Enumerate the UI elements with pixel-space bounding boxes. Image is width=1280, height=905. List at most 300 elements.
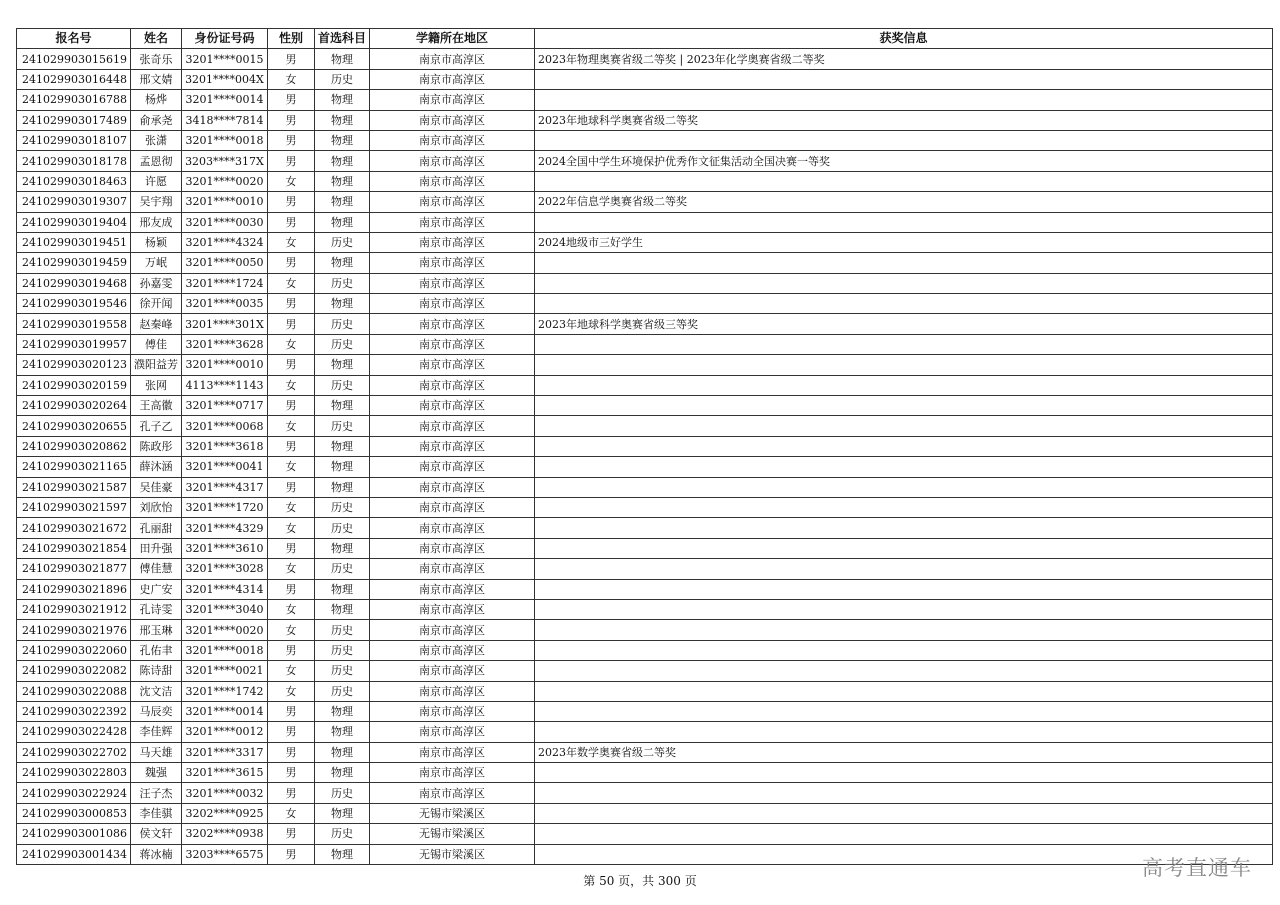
cell-gender: 男	[267, 538, 314, 558]
table-row	[17, 701, 1273, 721]
cell-id-number: 3201****0020	[181, 171, 267, 191]
cell-award-info	[535, 477, 1273, 497]
cell-school-region: 南京市高淳区	[370, 416, 535, 436]
cell-school-region: 南京市高淳区	[370, 783, 535, 803]
cell-first-subject: 历史	[314, 661, 369, 681]
header-school-region: 学籍所在地区	[370, 29, 535, 49]
table-row	[17, 396, 1273, 416]
cell-name: 田升强	[130, 538, 181, 558]
cell-first-subject: 历史	[314, 232, 369, 252]
cell-first-subject: 物理	[314, 130, 369, 150]
cell-registration-number: 241029903019957	[17, 334, 131, 354]
table-row	[17, 722, 1273, 742]
cell-school-region: 南京市高淳区	[370, 355, 535, 375]
cell-gender: 男	[267, 130, 314, 150]
cell-registration-number: 241029903020123	[17, 355, 131, 375]
cell-id-number: 3203****317X	[181, 151, 267, 171]
cell-name: 孔佑聿	[130, 640, 181, 660]
cell-id-number: 3201****0021	[181, 661, 267, 681]
cell-id-number: 3201****4324	[181, 232, 267, 252]
cell-name: 孔丽甜	[130, 518, 181, 538]
cell-award-info	[535, 620, 1273, 640]
cell-registration-number: 241029903021877	[17, 559, 131, 579]
cell-registration-number: 241029903022392	[17, 701, 131, 721]
cell-award-info: 2023年物理奥赛省级二等奖 | 2023年化学奥赛省级二等奖	[535, 49, 1273, 69]
cell-gender: 男	[267, 824, 314, 844]
cell-school-region: 南京市高淳区	[370, 294, 535, 314]
cell-registration-number: 241029903022088	[17, 681, 131, 701]
cell-gender: 男	[267, 436, 314, 456]
cell-name: 魏强	[130, 763, 181, 783]
cell-school-region: 南京市高淳区	[370, 273, 535, 293]
table-row	[17, 273, 1273, 293]
cell-first-subject: 物理	[314, 599, 369, 619]
cell-school-region: 南京市高淳区	[370, 742, 535, 762]
cell-gender: 男	[267, 783, 314, 803]
cell-registration-number: 241029903018107	[17, 130, 131, 150]
cell-school-region: 南京市高淳区	[370, 620, 535, 640]
cell-registration-number: 241029903016788	[17, 90, 131, 110]
table-row	[17, 436, 1273, 456]
cell-registration-number: 241029903019558	[17, 314, 131, 334]
cell-award-info	[535, 579, 1273, 599]
cell-gender: 男	[267, 253, 314, 273]
cell-school-region: 南京市高淳区	[370, 69, 535, 89]
cell-id-number: 3201****0717	[181, 396, 267, 416]
cell-award-info	[535, 334, 1273, 354]
cell-id-number: 3203****6575	[181, 844, 267, 864]
cell-name: 杨烨	[130, 90, 181, 110]
cell-gender: 男	[267, 110, 314, 130]
cell-first-subject: 物理	[314, 90, 369, 110]
table-row	[17, 334, 1273, 354]
cell-registration-number: 241029903001434	[17, 844, 131, 864]
cell-gender: 男	[267, 640, 314, 660]
cell-gender: 女	[267, 803, 314, 823]
cell-id-number: 3201****0032	[181, 783, 267, 803]
cell-registration-number: 241029903017489	[17, 110, 131, 130]
table-row	[17, 355, 1273, 375]
cell-gender: 男	[267, 314, 314, 334]
table-row	[17, 803, 1273, 823]
cell-first-subject: 物理	[314, 803, 369, 823]
cell-id-number: 3201****1724	[181, 273, 267, 293]
cell-name: 吴宇翔	[130, 192, 181, 212]
table-row	[17, 314, 1273, 334]
cell-school-region: 南京市高淳区	[370, 681, 535, 701]
cell-id-number: 3201****0015	[181, 49, 267, 69]
cell-first-subject: 历史	[314, 559, 369, 579]
cell-school-region: 南京市高淳区	[370, 212, 535, 232]
cell-name: 张网	[130, 375, 181, 395]
cell-registration-number: 241029903021976	[17, 620, 131, 640]
cell-registration-number: 241029903022924	[17, 783, 131, 803]
cell-award-info	[535, 375, 1273, 395]
table-row	[17, 477, 1273, 497]
cell-name: 张潇	[130, 130, 181, 150]
cell-id-number: 3201****4317	[181, 477, 267, 497]
cell-name: 邢友成	[130, 212, 181, 232]
cell-award-info: 2024地级市三好学生	[535, 232, 1273, 252]
cell-registration-number: 241029903018178	[17, 151, 131, 171]
cell-name: 赵秦峰	[130, 314, 181, 334]
cell-award-info: 2023年地球科学奥赛省级三等奖	[535, 314, 1273, 334]
cell-name: 侯文轩	[130, 824, 181, 844]
cell-gender: 男	[267, 844, 314, 864]
cell-registration-number: 241029903022428	[17, 722, 131, 742]
cell-school-region: 南京市高淳区	[370, 151, 535, 171]
cell-id-number: 3201****0030	[181, 212, 267, 232]
cell-first-subject: 物理	[314, 151, 369, 171]
cell-school-region: 南京市高淳区	[370, 640, 535, 660]
cell-gender: 女	[267, 171, 314, 191]
cell-award-info	[535, 436, 1273, 456]
cell-first-subject: 物理	[314, 844, 369, 864]
cell-gender: 女	[267, 69, 314, 89]
cell-award-info	[535, 681, 1273, 701]
cell-registration-number: 241029903022082	[17, 661, 131, 681]
cell-name: 邢玉琳	[130, 620, 181, 640]
cell-gender: 男	[267, 477, 314, 497]
table-row	[17, 681, 1273, 701]
admission-list-table	[16, 28, 1273, 865]
cell-first-subject: 物理	[314, 579, 369, 599]
cell-registration-number: 241029903021672	[17, 518, 131, 538]
table-row	[17, 212, 1273, 232]
cell-id-number: 3201****0035	[181, 294, 267, 314]
cell-id-number: 3201****301X	[181, 314, 267, 334]
cell-first-subject: 历史	[314, 620, 369, 640]
cell-id-number: 4113****1143	[181, 375, 267, 395]
table-row	[17, 538, 1273, 558]
cell-registration-number: 241029903015619	[17, 49, 131, 69]
watermark-text: 高考直通车	[1142, 856, 1252, 880]
cell-gender: 女	[267, 518, 314, 538]
cell-school-region: 南京市高淳区	[370, 497, 535, 517]
cell-school-region: 南京市高淳区	[370, 579, 535, 599]
cell-first-subject: 历史	[314, 375, 369, 395]
cell-school-region: 南京市高淳区	[370, 599, 535, 619]
cell-school-region: 南京市高淳区	[370, 722, 535, 742]
cell-award-info	[535, 559, 1273, 579]
cell-first-subject: 物理	[314, 192, 369, 212]
cell-gender: 男	[267, 49, 314, 69]
cell-school-region: 南京市高淳区	[370, 49, 535, 69]
page-number: 第 50 页，共 300 页	[583, 874, 697, 888]
cell-id-number: 3201****004X	[181, 69, 267, 89]
cell-gender: 女	[267, 681, 314, 701]
cell-award-info: 2023年地球科学奥赛省级二等奖	[535, 110, 1273, 130]
cell-id-number: 3201****0014	[181, 90, 267, 110]
table-row	[17, 783, 1273, 803]
cell-award-info	[535, 701, 1273, 721]
table-row	[17, 742, 1273, 762]
cell-id-number: 3201****0010	[181, 355, 267, 375]
cell-first-subject: 历史	[314, 69, 369, 89]
cell-school-region: 南京市高淳区	[370, 661, 535, 681]
cell-name: 杨颖	[130, 232, 181, 252]
cell-first-subject: 物理	[314, 212, 369, 232]
cell-school-region: 无锡市梁溪区	[370, 824, 535, 844]
cell-first-subject: 物理	[314, 477, 369, 497]
table-row	[17, 294, 1273, 314]
cell-id-number: 3201****3615	[181, 763, 267, 783]
cell-gender: 女	[267, 497, 314, 517]
cell-name: 沈文洁	[130, 681, 181, 701]
cell-id-number: 3201****3040	[181, 599, 267, 619]
cell-id-number: 3201****4314	[181, 579, 267, 599]
cell-gender: 男	[267, 192, 314, 212]
cell-id-number: 3201****0010	[181, 192, 267, 212]
table-row	[17, 375, 1273, 395]
cell-registration-number: 241029903020862	[17, 436, 131, 456]
cell-school-region: 无锡市梁溪区	[370, 803, 535, 823]
cell-school-region: 南京市高淳区	[370, 701, 535, 721]
cell-registration-number: 241029903001086	[17, 824, 131, 844]
cell-award-info	[535, 171, 1273, 191]
cell-first-subject: 历史	[314, 783, 369, 803]
cell-id-number: 3202****0938	[181, 824, 267, 844]
cell-id-number: 3201****3610	[181, 538, 267, 558]
cell-id-number: 3201****3628	[181, 334, 267, 354]
cell-gender: 男	[267, 722, 314, 742]
cell-gender: 男	[267, 396, 314, 416]
table-row	[17, 844, 1273, 864]
cell-id-number: 3202****0925	[181, 803, 267, 823]
cell-name: 薛沐涵	[130, 457, 181, 477]
cell-gender: 男	[267, 212, 314, 232]
cell-award-info	[535, 640, 1273, 660]
table-row	[17, 110, 1273, 130]
cell-first-subject: 历史	[314, 497, 369, 517]
cell-name: 徐开闻	[130, 294, 181, 314]
cell-id-number: 3201****0018	[181, 640, 267, 660]
cell-first-subject: 物理	[314, 436, 369, 456]
cell-registration-number: 241029903021896	[17, 579, 131, 599]
cell-name: 孔诗雯	[130, 599, 181, 619]
cell-registration-number: 241029903020159	[17, 375, 131, 395]
cell-first-subject: 物理	[314, 457, 369, 477]
cell-id-number: 3418****7814	[181, 110, 267, 130]
cell-name: 许愿	[130, 171, 181, 191]
cell-award-info	[535, 722, 1273, 742]
cell-gender: 男	[267, 579, 314, 599]
cell-award-info	[535, 253, 1273, 273]
cell-first-subject: 物理	[314, 742, 369, 762]
cell-award-info: 2023年数学奥赛省级二等奖	[535, 742, 1273, 762]
cell-name: 傅佳	[130, 334, 181, 354]
cell-first-subject: 物理	[314, 110, 369, 130]
cell-name: 吴佳豪	[130, 477, 181, 497]
cell-name: 汪子杰	[130, 783, 181, 803]
cell-registration-number: 241029903016448	[17, 69, 131, 89]
header-id-number: 身份证号码	[181, 29, 267, 49]
cell-name: 陈政彤	[130, 436, 181, 456]
header-gender: 性别	[267, 29, 314, 49]
cell-registration-number: 241029903021912	[17, 599, 131, 619]
cell-registration-number: 241029903019307	[17, 192, 131, 212]
cell-school-region: 南京市高淳区	[370, 518, 535, 538]
cell-school-region: 南京市高淳区	[370, 334, 535, 354]
cell-award-info	[535, 783, 1273, 803]
cell-id-number: 3201****4329	[181, 518, 267, 538]
table-row	[17, 763, 1273, 783]
cell-first-subject: 历史	[314, 518, 369, 538]
cell-school-region: 南京市高淳区	[370, 396, 535, 416]
cell-gender: 女	[267, 375, 314, 395]
cell-school-region: 南京市高淳区	[370, 538, 535, 558]
cell-registration-number: 241029903019459	[17, 253, 131, 273]
cell-gender: 男	[267, 294, 314, 314]
table-row	[17, 579, 1273, 599]
cell-name: 李佳辉	[130, 722, 181, 742]
table-row	[17, 171, 1273, 191]
table-row	[17, 232, 1273, 252]
cell-award-info	[535, 90, 1273, 110]
table-row	[17, 130, 1273, 150]
table-row	[17, 661, 1273, 681]
cell-first-subject: 物理	[314, 763, 369, 783]
cell-award-info	[535, 538, 1273, 558]
cell-registration-number: 241029903019451	[17, 232, 131, 252]
cell-name: 刘欣怡	[130, 497, 181, 517]
cell-school-region: 南京市高淳区	[370, 375, 535, 395]
cell-school-region: 南京市高淳区	[370, 314, 535, 334]
cell-award-info	[535, 273, 1273, 293]
table-row	[17, 192, 1273, 212]
table-row	[17, 457, 1273, 477]
cell-school-region: 南京市高淳区	[370, 559, 535, 579]
cell-award-info	[535, 763, 1273, 783]
cell-gender: 女	[267, 599, 314, 619]
cell-first-subject: 物理	[314, 538, 369, 558]
cell-first-subject: 物理	[314, 355, 369, 375]
cell-id-number: 3201****0050	[181, 253, 267, 273]
cell-gender: 女	[267, 661, 314, 681]
header-award-info: 获奖信息	[535, 29, 1273, 49]
cell-award-info	[535, 803, 1273, 823]
cell-name: 蒋冰楠	[130, 844, 181, 864]
cell-id-number: 3201****1720	[181, 497, 267, 517]
cell-school-region: 南京市高淳区	[370, 192, 535, 212]
cell-name: 张奇乐	[130, 49, 181, 69]
cell-name: 马辰奕	[130, 701, 181, 721]
cell-registration-number: 241029903021165	[17, 457, 131, 477]
cell-id-number: 3201****3028	[181, 559, 267, 579]
cell-registration-number: 241029903021854	[17, 538, 131, 558]
cell-gender: 男	[267, 355, 314, 375]
table-row	[17, 824, 1273, 844]
cell-school-region: 南京市高淳区	[370, 130, 535, 150]
cell-registration-number: 241029903022803	[17, 763, 131, 783]
cell-name: 濮阳益芳	[130, 355, 181, 375]
cell-id-number: 3201****0012	[181, 722, 267, 742]
table-row	[17, 151, 1273, 171]
cell-first-subject: 历史	[314, 640, 369, 660]
cell-first-subject: 物理	[314, 253, 369, 273]
cell-award-info	[535, 416, 1273, 436]
cell-award-info	[535, 824, 1273, 844]
cell-registration-number: 241029903022060	[17, 640, 131, 660]
cell-registration-number: 241029903020655	[17, 416, 131, 436]
cell-award-info	[535, 661, 1273, 681]
cell-registration-number: 241029903021597	[17, 497, 131, 517]
header-name: 姓名	[130, 29, 181, 49]
cell-award-info	[535, 497, 1273, 517]
cell-school-region: 南京市高淳区	[370, 171, 535, 191]
table-row	[17, 497, 1273, 517]
cell-first-subject: 物理	[314, 294, 369, 314]
cell-name: 马天雄	[130, 742, 181, 762]
cell-gender: 女	[267, 334, 314, 354]
cell-gender: 女	[267, 620, 314, 640]
cell-name: 孔子乙	[130, 416, 181, 436]
table-row	[17, 620, 1273, 640]
cell-registration-number: 241029903019404	[17, 212, 131, 232]
cell-first-subject: 历史	[314, 681, 369, 701]
cell-gender: 男	[267, 151, 314, 171]
cell-award-info	[535, 294, 1273, 314]
table-row	[17, 559, 1273, 579]
cell-id-number: 3201****0018	[181, 130, 267, 150]
cell-id-number: 3201****0068	[181, 416, 267, 436]
cell-first-subject: 物理	[314, 722, 369, 742]
cell-gender: 男	[267, 763, 314, 783]
cell-id-number: 3201****3618	[181, 436, 267, 456]
cell-name: 陈诗甜	[130, 661, 181, 681]
cell-first-subject: 历史	[314, 314, 369, 334]
cell-id-number: 3201****0020	[181, 620, 267, 640]
header-row	[17, 29, 1273, 49]
cell-first-subject: 物理	[314, 701, 369, 721]
cell-award-info	[535, 457, 1273, 477]
cell-first-subject: 物理	[314, 171, 369, 191]
cell-award-info: 2024全国中学生环境保护优秀作文征集活动全国决赛一等奖	[535, 151, 1273, 171]
cell-first-subject: 历史	[314, 334, 369, 354]
cell-gender: 男	[267, 742, 314, 762]
cell-gender: 女	[267, 416, 314, 436]
cell-name: 李佳骐	[130, 803, 181, 823]
cell-id-number: 3201****0041	[181, 457, 267, 477]
cell-school-region: 南京市高淳区	[370, 253, 535, 273]
cell-name: 万岷	[130, 253, 181, 273]
cell-gender: 女	[267, 273, 314, 293]
cell-first-subject: 历史	[314, 824, 369, 844]
cell-gender: 女	[267, 559, 314, 579]
cell-award-info	[535, 212, 1273, 232]
cell-award-info	[535, 599, 1273, 619]
cell-school-region: 南京市高淳区	[370, 477, 535, 497]
cell-registration-number: 241029903018463	[17, 171, 131, 191]
table-row	[17, 69, 1273, 89]
cell-first-subject: 历史	[314, 273, 369, 293]
cell-award-info	[535, 130, 1273, 150]
cell-registration-number: 241029903000853	[17, 803, 131, 823]
table-row	[17, 599, 1273, 619]
cell-school-region: 南京市高淳区	[370, 90, 535, 110]
cell-name: 邢文婧	[130, 69, 181, 89]
cell-award-info	[535, 355, 1273, 375]
cell-first-subject: 物理	[314, 396, 369, 416]
cell-school-region: 南京市高淳区	[370, 232, 535, 252]
cell-id-number: 3201****0014	[181, 701, 267, 721]
cell-registration-number: 241029903020264	[17, 396, 131, 416]
cell-name: 王高徽	[130, 396, 181, 416]
cell-registration-number: 241029903019546	[17, 294, 131, 314]
cell-award-info	[535, 518, 1273, 538]
cell-award-info: 2022年信息学奥赛省级二等奖	[535, 192, 1273, 212]
table-row	[17, 416, 1273, 436]
